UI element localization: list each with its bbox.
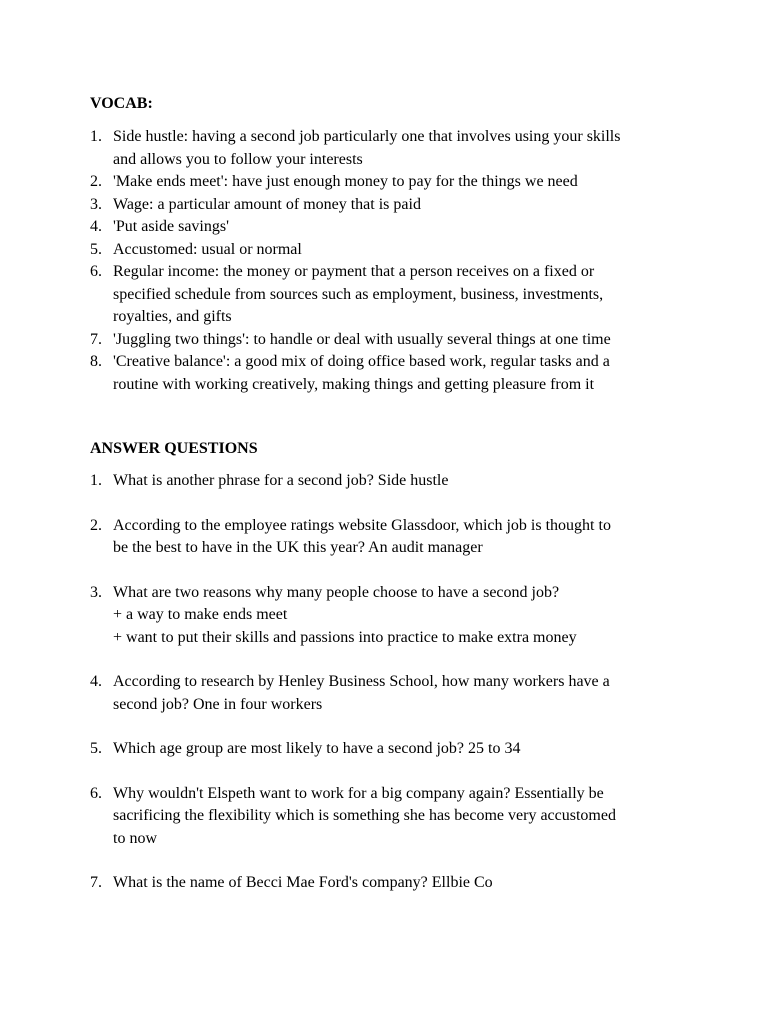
vocab-item: [90, 171, 680, 194]
question-item: [90, 515, 680, 560]
item-number: 4.: [90, 673, 102, 690]
item-text-line: routine with working creatively, making things and getting pleasure from it: [113, 375, 595, 393]
item-text-line: royalties, and gifts: [113, 308, 232, 325]
item-text-line: According to research by Henley Business School, how many workers have a: [113, 673, 610, 690]
vocab-item: [90, 239, 680, 262]
question-item: [90, 671, 680, 716]
vocab-item: [90, 261, 680, 329]
questions-list: [90, 470, 680, 895]
item-text-line: What are two reasons why many people choose to have a second job?: [113, 583, 560, 601]
item-number: 2.: [90, 173, 102, 190]
item-text-line: sacrificing the flexibility which is something she has become very accustomed: [113, 807, 616, 824]
item-text-line: specified schedule from sources such as employment, business, investments,: [113, 285, 604, 303]
item-text-line: Accustomed: usual or normal: [113, 240, 302, 258]
vocab-item: [90, 126, 680, 171]
item-text-line: Side hustle: having a second job particularly one that involves using your skills: [113, 128, 621, 145]
item-text-line: 'Put aside savings': [113, 218, 229, 235]
question-item: [90, 470, 680, 493]
vocab-heading: VOCAB:: [90, 95, 153, 112]
item-text-line: be the best to have in the UK this year? An audit manager: [113, 539, 483, 556]
item-number: 7.: [90, 330, 102, 348]
item-number: 1.: [90, 472, 102, 489]
item-text-line: + want to put their skills and passions into practice to make extra money: [113, 628, 577, 646]
questions-heading: ANSWER QUESTIONS: [90, 440, 258, 457]
item-number: 5.: [90, 740, 102, 757]
item-text-line: 'Creative balance': a good mix of doing office based work, regular tasks and a: [113, 353, 610, 370]
item-text-line: Regular income: the money or payment that a person receives on a fixed or: [113, 263, 595, 280]
question-item: [90, 783, 680, 851]
item-number: 1.: [90, 128, 102, 145]
vocab-item: [90, 329, 680, 352]
question-item: [90, 582, 680, 650]
item-text-line: 'Juggling two things': to handle or deal with usually several things at one time: [113, 330, 611, 348]
item-number: 8.: [90, 353, 102, 370]
item-text-line: What is the name of Becci Mae Ford's company? Ellbie Co: [113, 874, 493, 891]
vocab-item: [90, 351, 680, 396]
question-item: [90, 872, 680, 895]
vocab-list: [90, 126, 680, 396]
item-number: 7.: [90, 874, 102, 891]
item-text-line: and allows you to follow your interests: [113, 150, 363, 168]
item-text-line: Which age group are most likely to have a second job? 25 to 34: [113, 740, 521, 757]
vocab-item: [90, 216, 680, 239]
question-item: [90, 738, 680, 761]
item-number: 5.: [90, 240, 102, 258]
item-number: 6.: [90, 263, 102, 280]
item-text-line: + a way to make ends meet: [113, 606, 288, 623]
item-text-line: Why wouldn't Elspeth want to work for a big company again? Essentially be: [113, 784, 604, 802]
item-number: 3.: [90, 195, 102, 213]
item-number: 2.: [90, 516, 102, 534]
item-number: 4.: [90, 218, 102, 235]
item-number: 3.: [90, 583, 102, 601]
item-text-line: 'Make ends meet': have just enough money to pay for the things we need: [113, 173, 578, 190]
item-text-line: to now: [113, 829, 157, 847]
vocab-item: [90, 194, 680, 217]
item-number: 6.: [90, 784, 102, 802]
item-text-line: Wage: a particular amount of money that is paid: [113, 195, 421, 213]
item-text-line: According to the employee ratings website Glassdoor, which job is thought to: [113, 516, 611, 534]
item-text-line: What is another phrase for a second job? Side hustle: [113, 472, 449, 489]
item-text-line: second job? One in four workers: [113, 695, 323, 713]
